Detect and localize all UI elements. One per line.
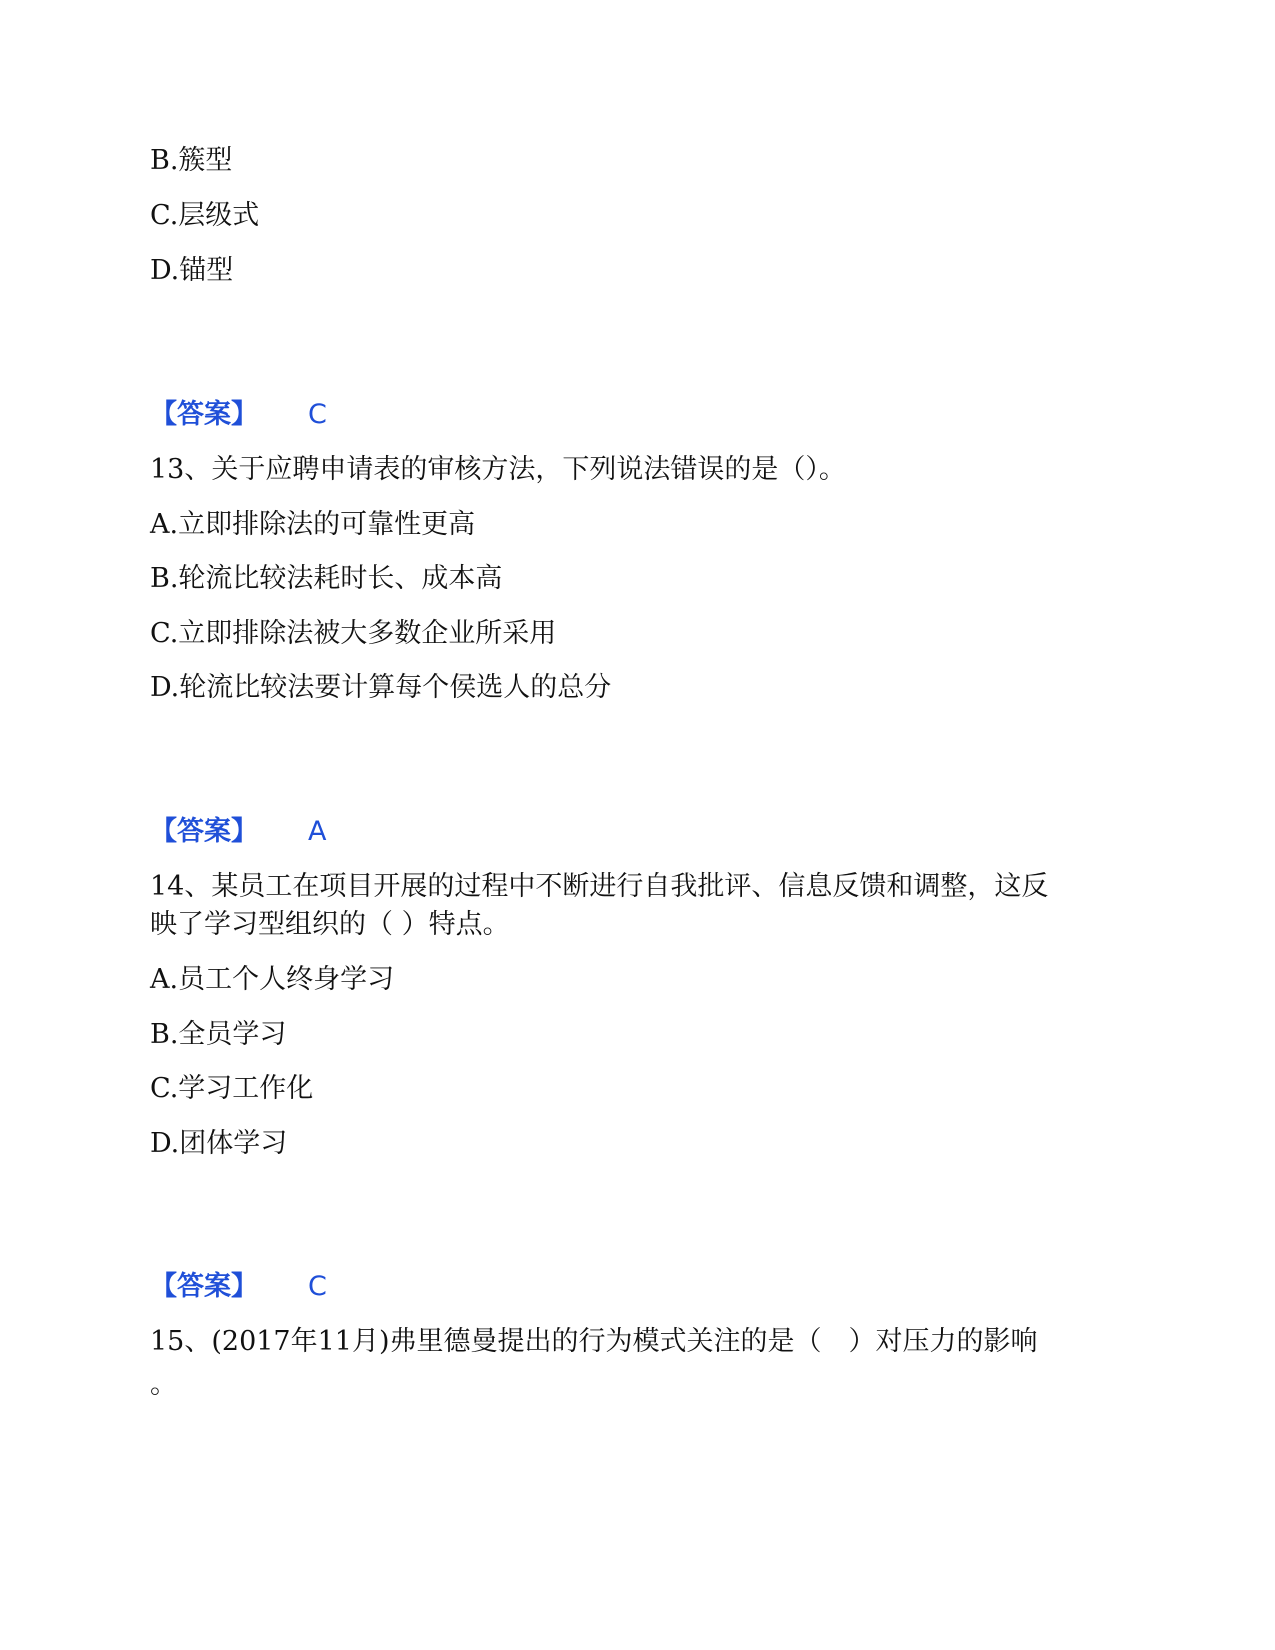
answer-value: C [308, 1271, 327, 1302]
q12-answer [150, 396, 327, 434]
answer-value: C [308, 399, 327, 430]
q14-option-d: D.团体学习 [150, 1128, 288, 1159]
answer-value: A [308, 816, 327, 847]
q14-option-c: C.学习工作化 [150, 1073, 314, 1104]
q14-option-b: B.全员学习 [150, 1019, 287, 1050]
answer-tag: 【答案】 [150, 399, 258, 430]
answer-tag: 【答案】 [150, 1271, 258, 1302]
q15-question-line2: 。 [150, 1369, 177, 1400]
q12-option-b: B.簇型 [150, 145, 233, 176]
answer-tag: 【答案】 [150, 816, 258, 847]
q13-option-b: B.轮流比较法耗时长、成本高 [150, 563, 503, 594]
q13-answer [150, 813, 326, 851]
q12-option-d: D.锚型 [150, 255, 234, 286]
q15-question-line1: 15、(2017年11月)弗里德曼提出的行为模式关注的是（ ）对压力的影响 [150, 1326, 1038, 1357]
q12-option-c: C.层级式 [150, 200, 260, 231]
q14-option-a: A.员工个人终身学习 [150, 964, 395, 995]
q13-question: 13、关于应聘申请表的审核方法，下列说法错误的是（）。 [150, 454, 846, 485]
q14-question-line1: 14、某员工在项目开展的过程中不断进行自我批评、信息反馈和调整，这反 [150, 871, 1049, 902]
q13-option-c: C.立即排除法被大多数企业所采用 [150, 618, 557, 649]
q14-answer [150, 1268, 327, 1306]
q14-question-line2: 映了学习型组织的（ ）特点。 [150, 909, 510, 940]
q13-option-d: D.轮流比较法要计算每个侯选人的总分 [150, 672, 612, 703]
q13-option-a: A.立即排除法的可靠性更高 [150, 509, 476, 540]
